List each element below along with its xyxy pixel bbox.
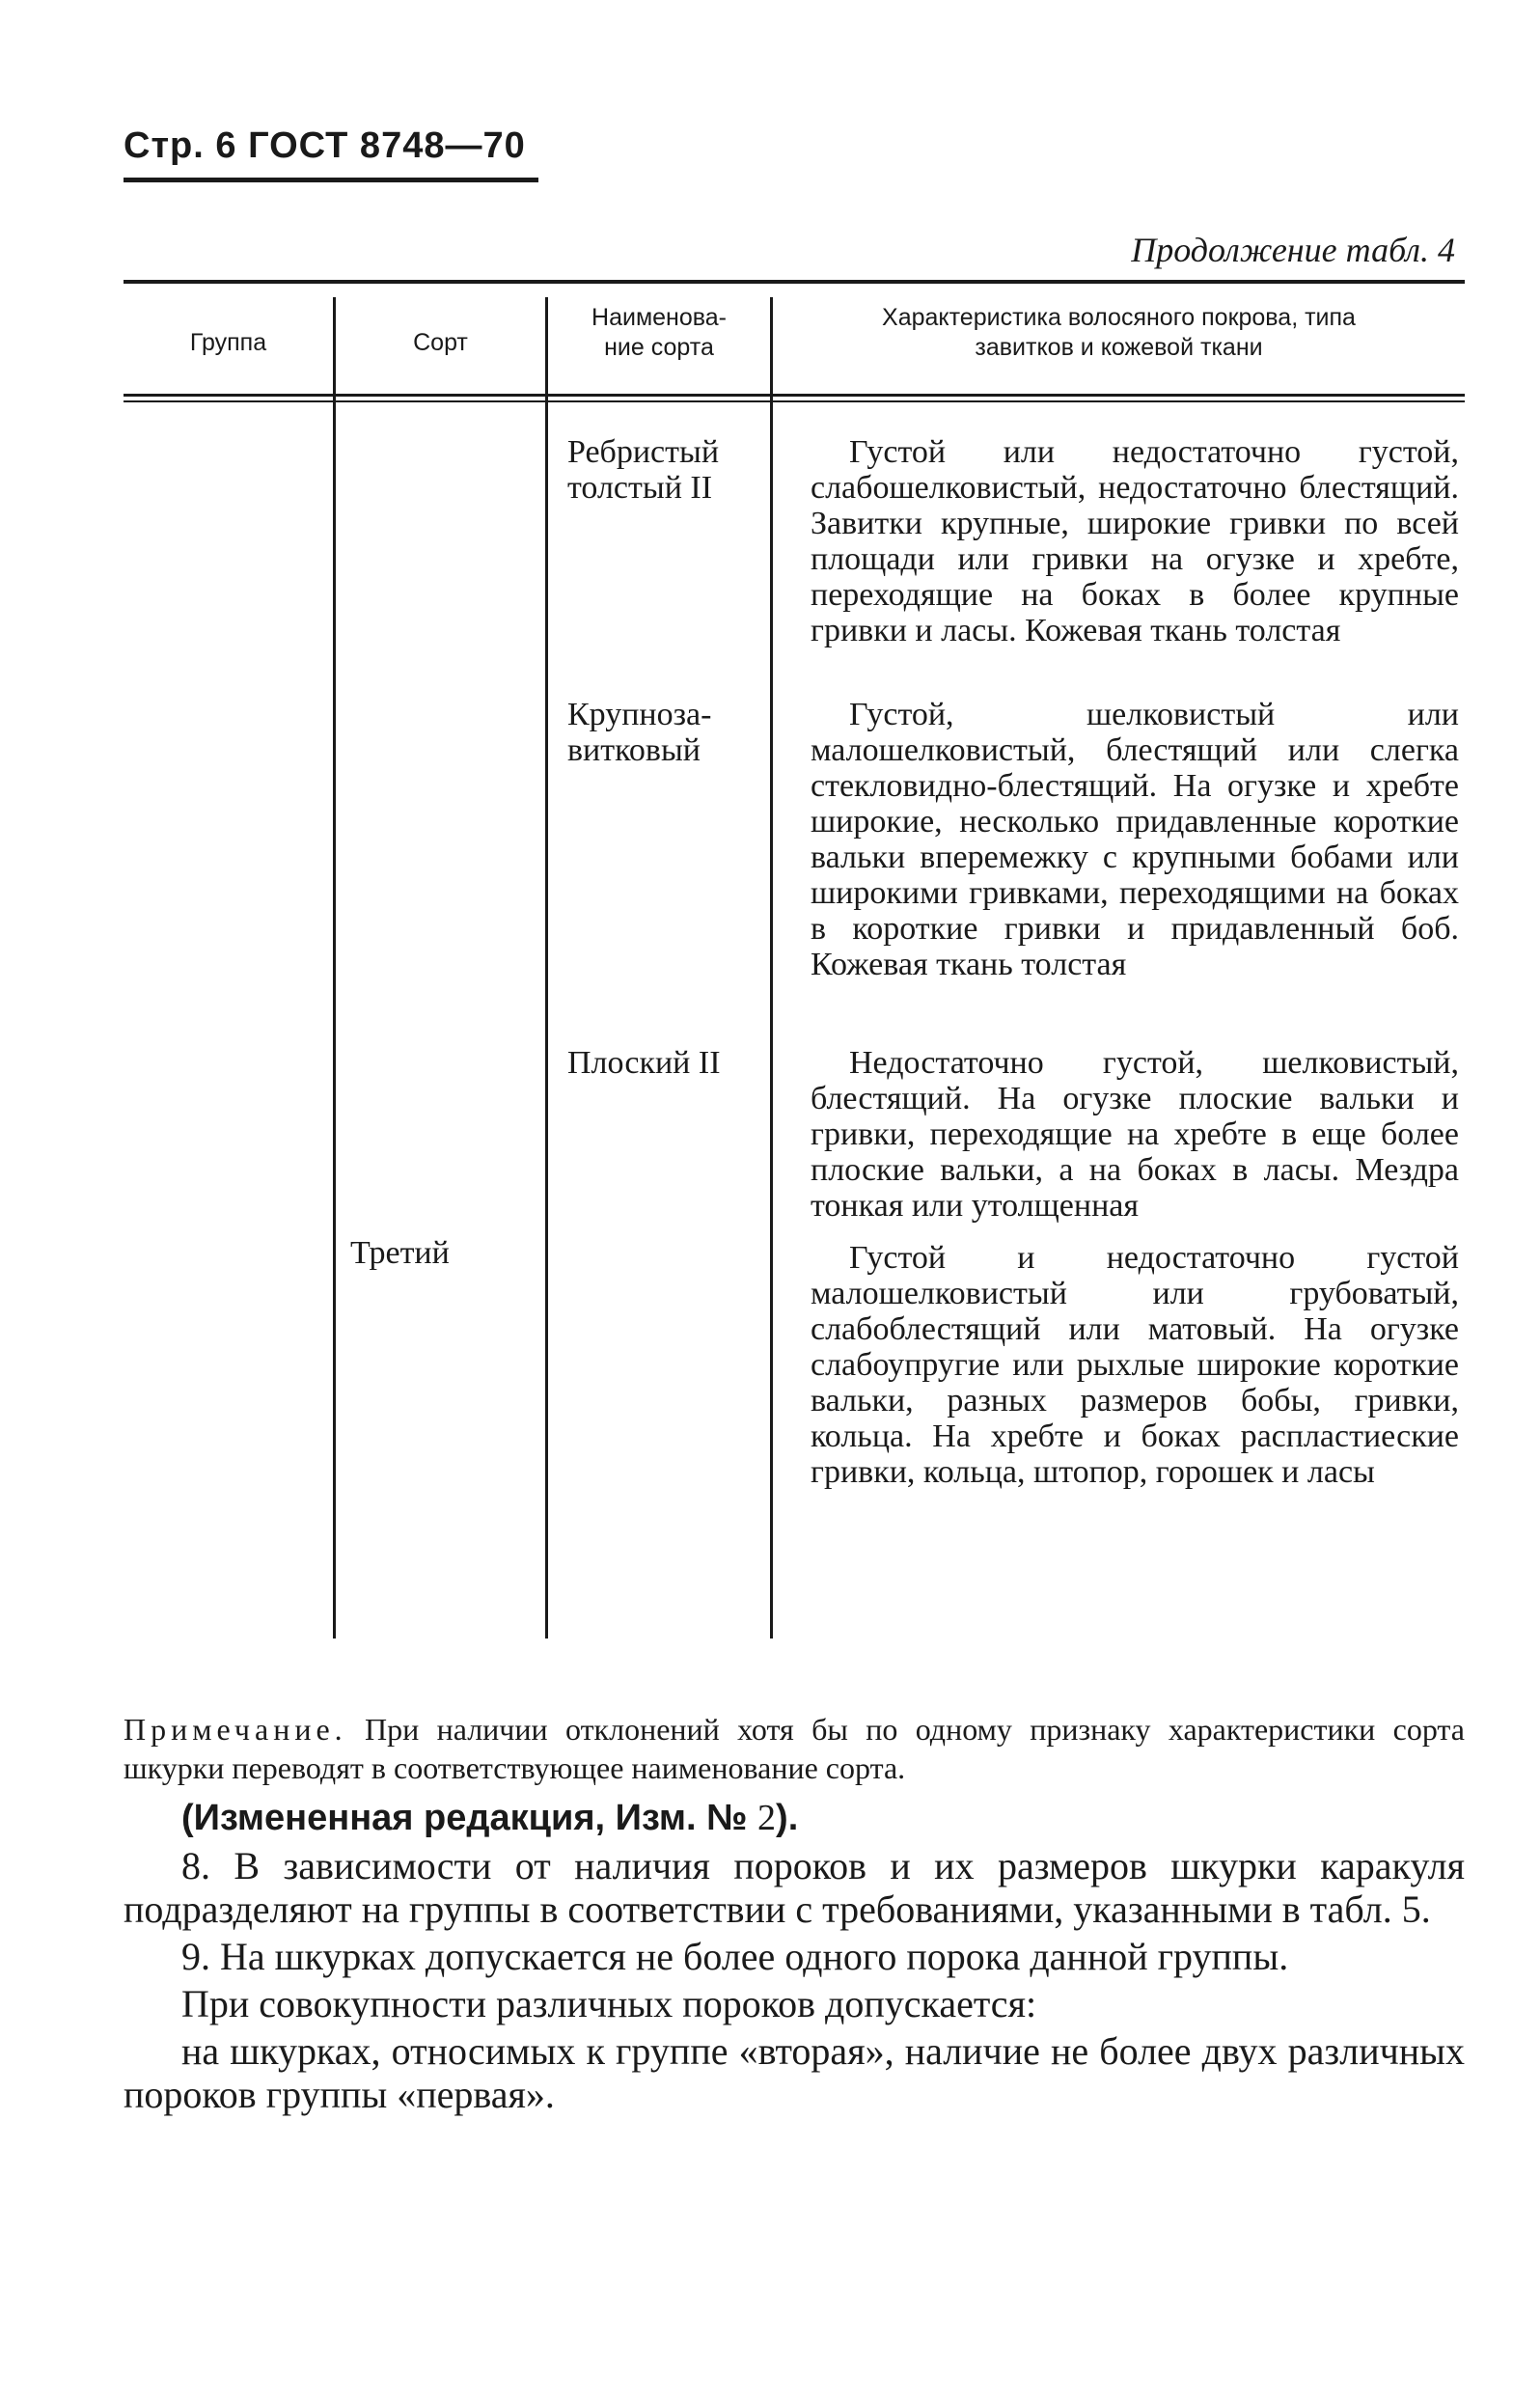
characteristics-row-2 — [811, 697, 1459, 982]
grade-value: Третий — [350, 1235, 450, 1271]
header-bottom-rule-2 — [124, 400, 1465, 402]
body-text — [124, 1795, 1465, 2120]
column-header-grade: Сорт — [413, 329, 468, 356]
amendment-close: ). — [776, 1798, 799, 1838]
note-label: Примечание. — [124, 1712, 347, 1747]
column-header-grade-name: Наименова- ние сорта — [591, 304, 727, 362]
header-bottom-rule — [124, 394, 1465, 397]
grade-name-row-1: Ребристый толстый II — [567, 434, 720, 506]
column-divider-1 — [333, 297, 336, 1639]
grade-name-row-2: Крупноза- витковый — [567, 697, 712, 768]
paragraph-8: 8. В зависимости от наличия пороков и их размеров шкурки каракуля подразделяют на группы в соответствии с требованиями, указанными в табл. 5. — [124, 1844, 1465, 1931]
page-header: Стр. 6 ГОСТ 8748—70 — [124, 125, 526, 166]
characteristics-row-3 — [811, 1045, 1459, 1224]
amendment-number: 2 — [757, 1798, 777, 1838]
column-header-group: Группа — [189, 329, 267, 356]
column-divider-2 — [545, 297, 548, 1639]
table-top-rule — [124, 280, 1465, 284]
paragraph-10: При совокупности различных пороков допускается: — [181, 1982, 1037, 2025]
paragraph-11: на шкурках, относимых к группе «вторая», наличие не более двух различных пороков группы «первая». — [124, 2029, 1465, 2116]
characteristics-row-2-text: Густой, шелковистый или малошелковистый, блестящий или слегка стекловидно-блестящий. На огузке и хребте широкие, несколько придавленные короткие вальки вперемежку с крупными бобами или широкими гривками, переходящими на боках в короткие гривки и придавленный боб. Кожевая ткань толстая — [811, 697, 1459, 982]
characteristics-table — [124, 280, 1465, 1640]
characteristics-row-3-text: Недостаточно густой, шелковистый, блестящий. На огузке плоские вальки и гривки, переходящие на хребте в еще более плоские вальки, а на боках в ласы. Мездра тонкая или утолщенная — [811, 1045, 1459, 1224]
amendment-text: (Измененная редакция, Изм. № — [181, 1798, 758, 1838]
table-continuation-label: Продолжение табл. 4 — [1131, 231, 1455, 269]
amendment-line — [124, 1795, 1465, 1840]
characteristics-row-4-text: Густой и недостаточно густой малошелковистый или грубоватый, слабоблестящий или матовый. На огузке слабоупругие или рыхлые широкие короткие вальки, разных размеров бобы, гривки, кольца. На хребте и боках распластиеские гривки, кольца, штопор, горошек и ласы — [811, 1240, 1459, 1490]
header-rule — [124, 178, 538, 182]
column-divider-3 — [770, 297, 773, 1639]
column-header-characteristics: Характеристика волосяного покрова, типа завитков и кожевой ткани — [882, 304, 1356, 362]
characteristics-row-1 — [811, 434, 1459, 648]
characteristics-row-4 — [811, 1240, 1459, 1490]
grade-name-row-3: Плоский II — [567, 1045, 721, 1081]
characteristics-row-1-text: Густой или недостаточно густой, слабошелковистый, недостаточно блестящий. Завитки крупные, широкие гривки по всей площади или гривки на огузке и хребте, переходящие на боках в более крупные гривки и ласы. Кожевая ткань толстая — [811, 434, 1459, 648]
paragraph-9: 9. На шкурках допускается не более одного порока данной группы. — [181, 1935, 1289, 1978]
table-note — [124, 1710, 1465, 1787]
note-text: При наличии отклонений хотя бы по одному признаку характеристики сорта шкурки переводят в соответствующее наименование сорта. — [124, 1712, 1465, 1785]
